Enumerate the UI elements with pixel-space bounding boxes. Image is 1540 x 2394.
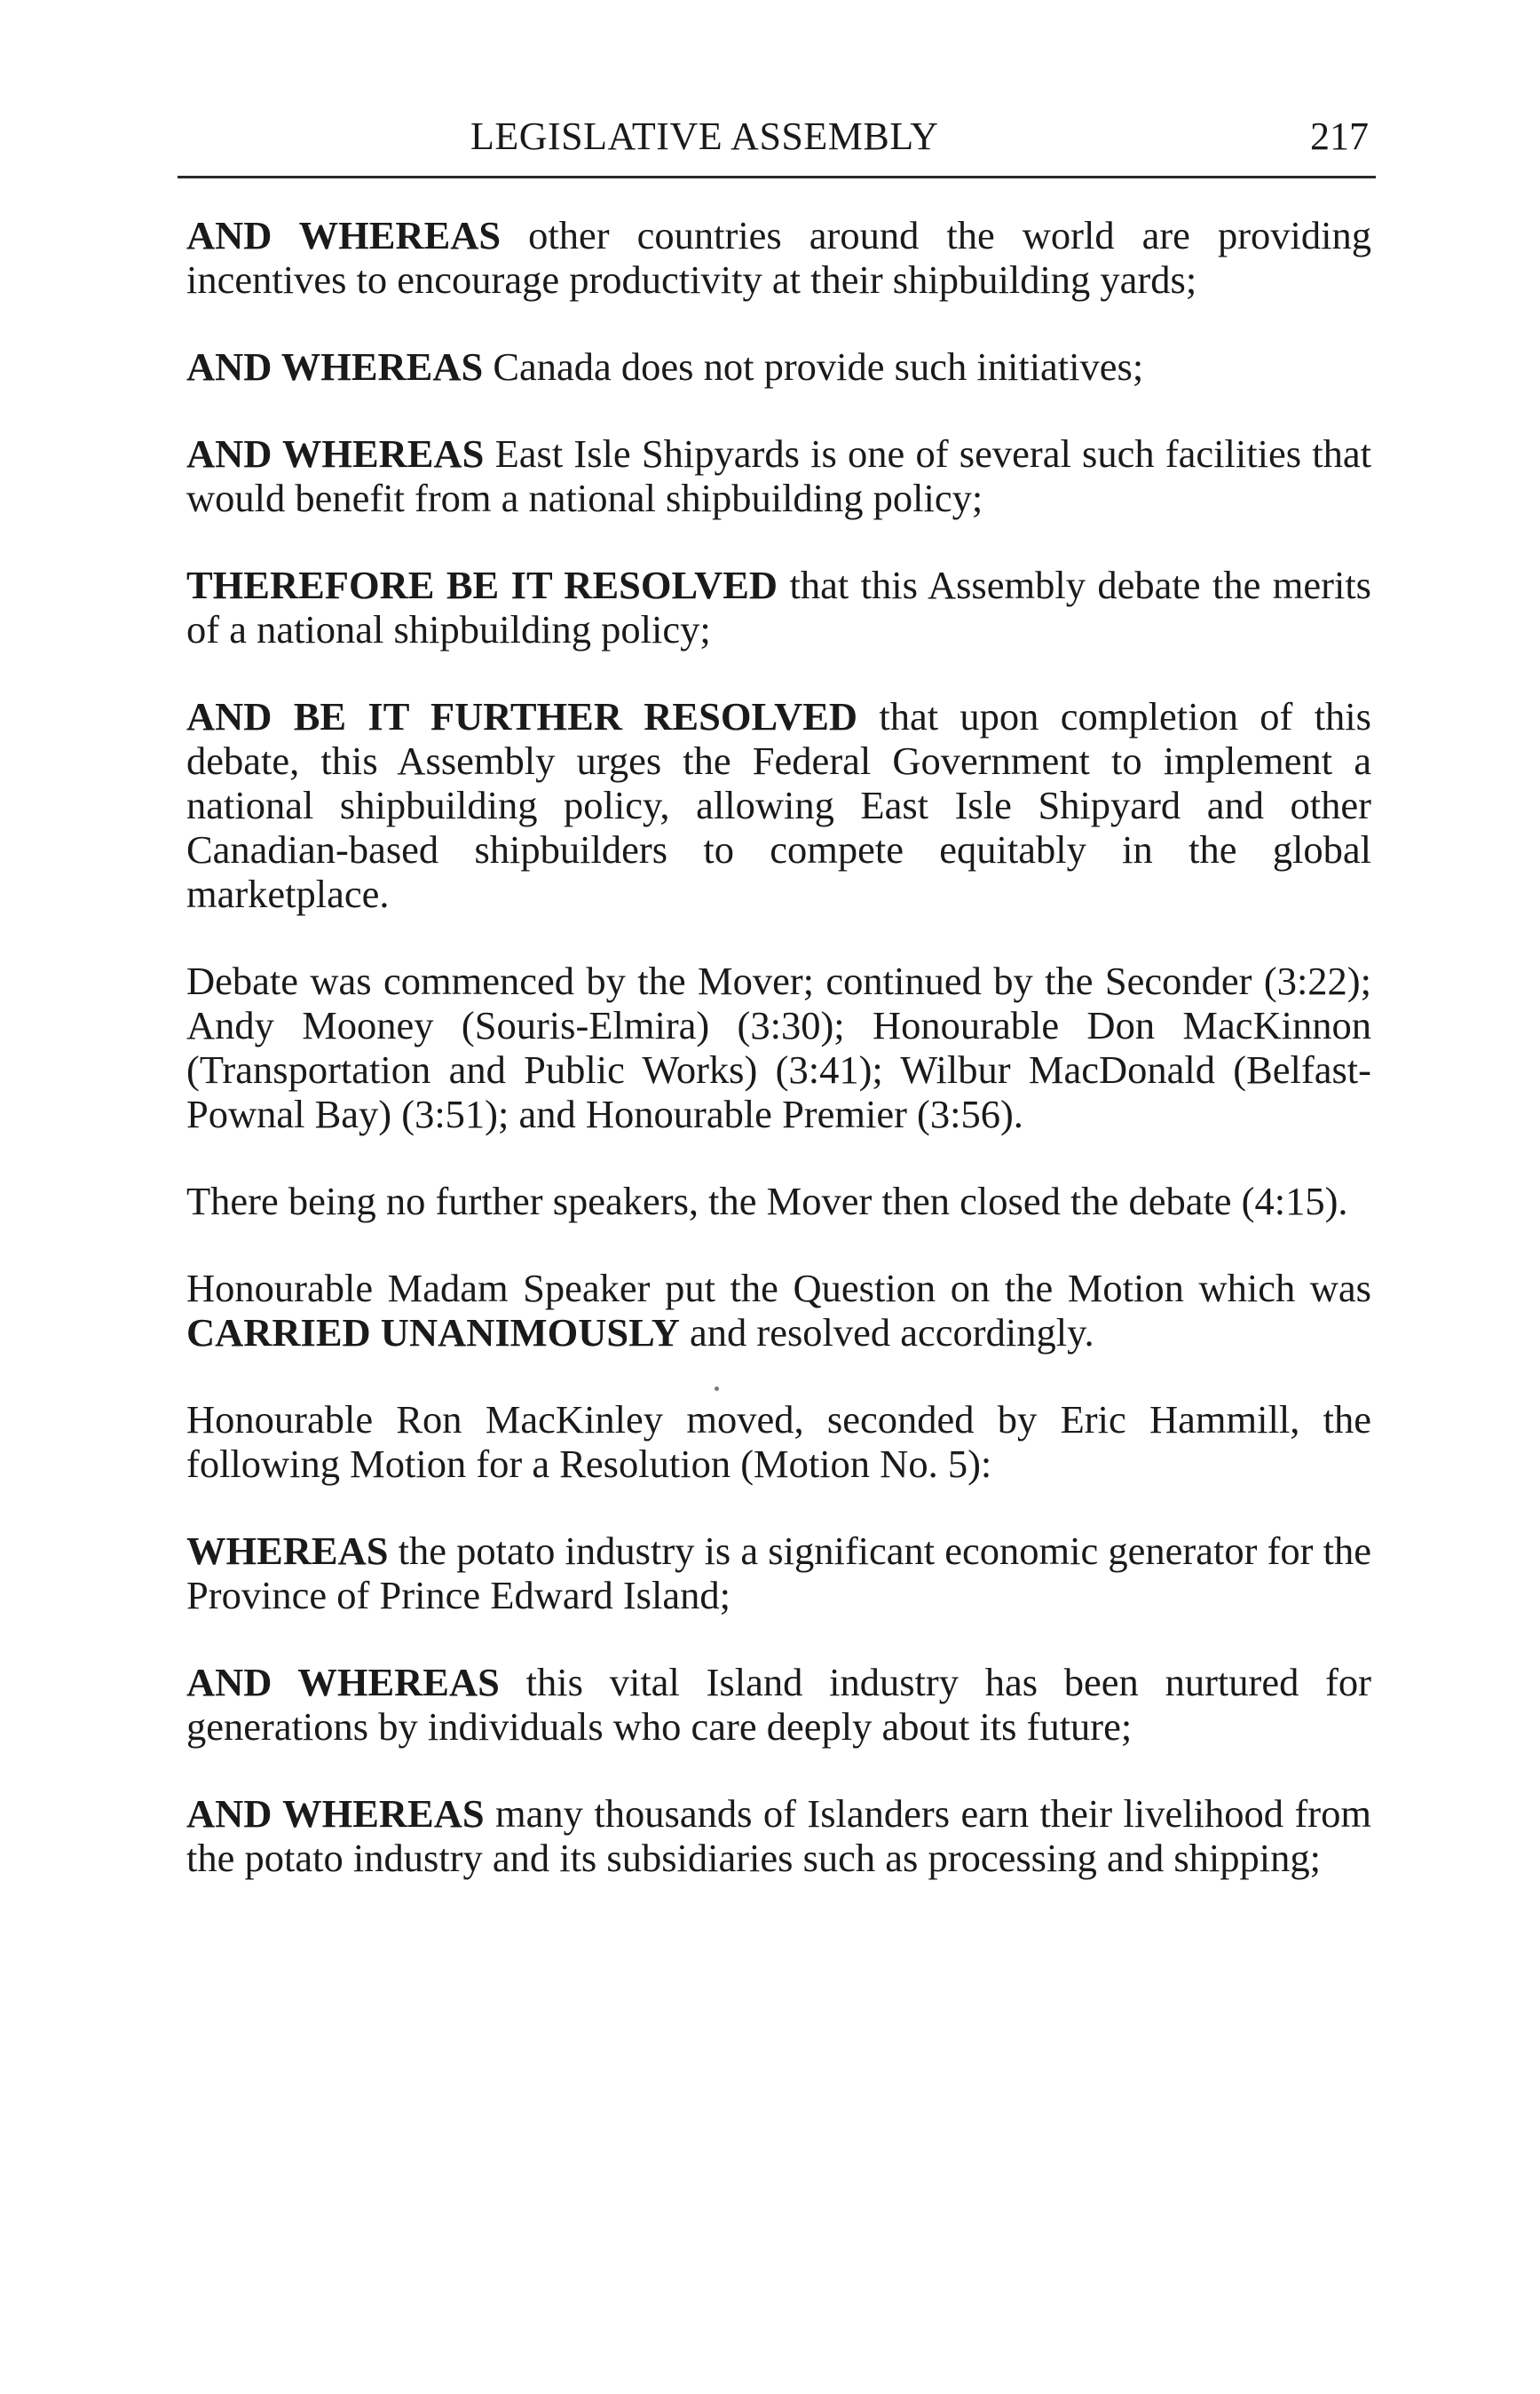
paragraph-lead: AND WHEREAS: [186, 213, 501, 257]
paragraph: [186, 1791, 1371, 1880]
paragraph-lead: AND WHEREAS: [186, 431, 485, 476]
paragraph-lead: AND WHEREAS: [186, 1660, 500, 1704]
running-title: LEGISLATIVE ASSEMBLY: [470, 115, 939, 158]
paragraph-text: many thousands of Islanders earn their livelihood from the potato industry and its subsidiaries such as processing and shipping;: [186, 1791, 1371, 1880]
paragraph-text: the potato industry is a significant economic generator for the Province of Prince Edward Island;: [186, 1529, 1371, 1617]
paragraph-emphasis: CARRIED UNANIMOUSLY: [186, 1310, 680, 1355]
paragraph: [186, 1397, 1371, 1486]
paragraph: [186, 1660, 1371, 1749]
paragraph: [186, 959, 1371, 1136]
paragraph-text: Honourable Ron MacKinley moved, seconded by Eric Hammill, the following Motion for a Resolution (Motion No. 5):: [186, 1397, 1371, 1486]
paragraph-text: Debate was commenced by the Mover; continued by the Seconder (3:22); Andy Mooney (Souris-Elmira) (3:30); Honourable Don MacKinnon (Transportation and Public Works) (3:41); Wilbur MacDonald (Belfast-Pownal Bay) (3:51); and Honourable Premier (3:56).: [186, 959, 1371, 1136]
document-body: [186, 213, 1371, 1923]
paragraph-text-after: and resolved accordingly.: [679, 1310, 1094, 1355]
paragraph-text: other countries around the world are providing incentives to encourage productivity at their shipbuilding yards;: [186, 213, 1372, 302]
paragraph: [186, 213, 1371, 302]
running-header: [178, 114, 1376, 178]
paragraph: [186, 344, 1371, 389]
paragraph: [186, 563, 1371, 652]
paragraph-text: Honourable Madam Speaker put the Question on the Motion which was: [186, 1266, 1371, 1310]
paragraph-text: that this Assembly debate the merits of a national shipbuilding policy;: [186, 563, 1372, 652]
paragraph: [186, 1529, 1371, 1617]
paragraph-text: that upon completion of this debate, this Assembly urges the Federal Government to implement a national shipbuilding policy, allowing East Isle Shipyard and other Canadian-based shipbuilders to compete equitably in the global marketplace.: [186, 694, 1371, 916]
paragraph: [186, 1266, 1371, 1355]
paragraph: [186, 694, 1371, 916]
paragraph-text: East Isle Shipyards is one of several such facilities that would benefit from a national shipbuilding policy;: [186, 431, 1371, 520]
scan-speck: [715, 1387, 719, 1391]
paragraph-lead: AND WHEREAS: [186, 1791, 485, 1836]
paragraph: [186, 1179, 1371, 1223]
paragraph-text: Canada does not provide such initiatives;: [483, 344, 1144, 389]
paragraph-lead: AND BE IT FURTHER RESOLVED: [186, 694, 858, 739]
paragraph-text: There being no further speakers, the Mover then closed the debate (4:15).: [186, 1179, 1348, 1223]
paragraph-lead: AND WHEREAS: [186, 344, 484, 389]
paragraph: [186, 431, 1371, 520]
paragraph-lead: WHEREAS: [186, 1529, 389, 1573]
paragraph-text: this vital Island industry has been nurtured for generations by individuals who care deeply about its future;: [186, 1660, 1371, 1749]
paragraph-lead: THEREFORE BE IT RESOLVED: [186, 563, 778, 607]
page-number: 217: [1310, 115, 1369, 158]
